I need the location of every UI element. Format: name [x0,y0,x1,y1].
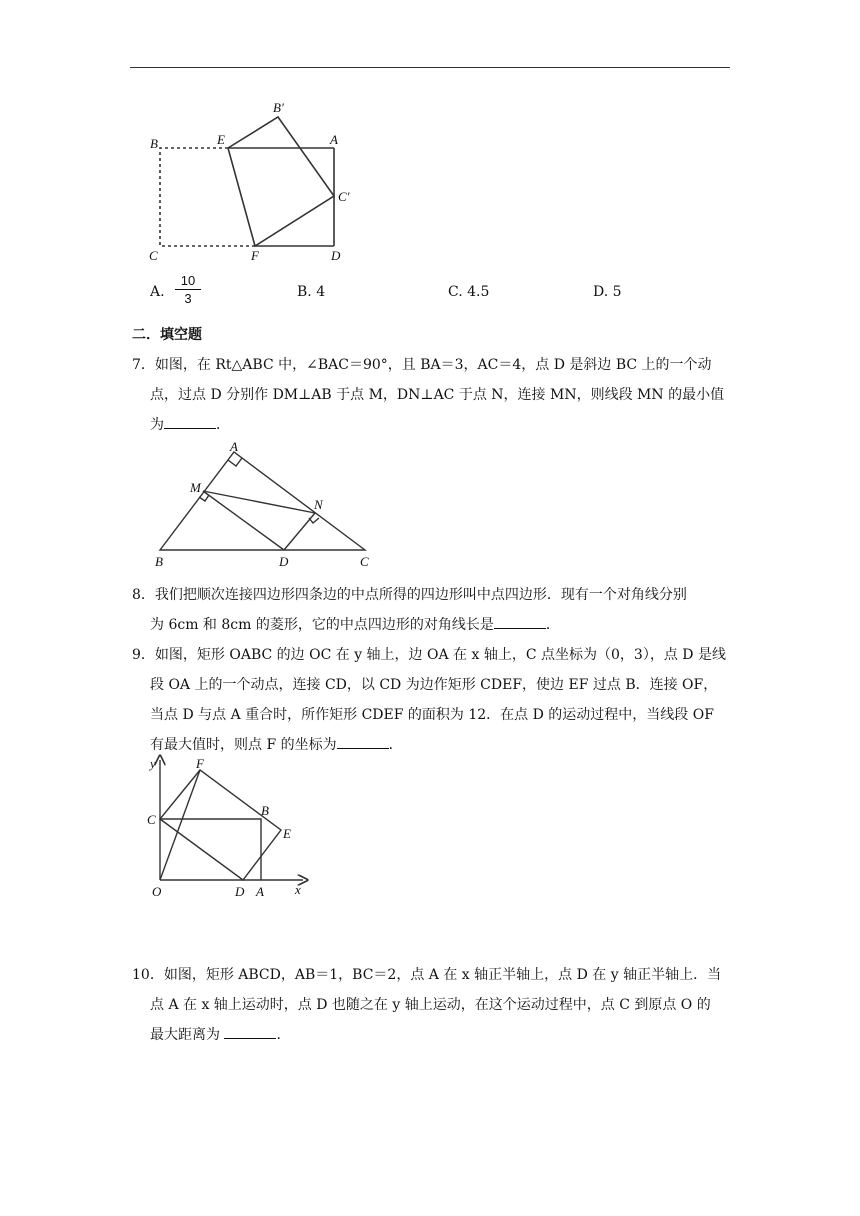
fraction-denominator: 3 [184,291,192,306]
label-O: O [152,884,162,899]
option-a-fraction [175,272,201,307]
q7-line-3 [150,414,230,434]
label-E: E [283,826,291,841]
label-D: D [279,554,289,569]
label-B-prime: B′ [273,100,284,115]
right-angle-a [228,458,242,466]
label-E: E [217,132,225,147]
label-y: y [150,756,156,771]
label-C: C [149,248,158,263]
label-C: C [147,812,156,827]
section-title: 二．填空题 [132,327,202,343]
segment-of [160,770,200,880]
segment-dn [284,513,315,550]
q9-line-1: 9．如图，矩形 OABC 的边 OC 在 y 轴上，边 OA 在 x 轴上，C 点坐标为（0，3），点 D 是线 [132,647,726,663]
q8-line-2 [150,614,560,634]
fraction-numerator: 10 [175,272,201,290]
option-d: D. 5 [593,284,622,300]
label-M: M [190,480,201,495]
label-N: N [314,497,323,512]
label-B: B [155,554,163,569]
answer-blank [494,616,546,629]
label-F: F [251,248,259,263]
answer-blank [164,416,216,429]
label-F: F [196,756,204,771]
figure-folded-rectangle [140,98,370,266]
q9-line-4-end: ． [388,737,403,753]
q9-line-3: 当点 D 与点 A 重合时，所作矩形 CDEF 的面积为 12．在点 D 的运动过程中，当线段 OF [150,707,714,723]
label-B: B [150,136,158,151]
q10-line-3-end: ． [276,1027,291,1043]
q9-line-4-text: 有最大值时，则点 F 的坐标为 [150,737,337,753]
figure-right-triangle [150,440,390,572]
q7-line-2: 点，过点 D 分别作 DM⊥AB 于点 M，DN⊥AC 于点 N，连接 MN，则线段 MN 的最小值 [150,387,725,403]
rectangle-cdef [160,770,281,880]
figure-coordinate-rectangle [140,752,315,902]
q8-line-1: 8．我们把顺次连接四边形四条边的中点所得的四边形叫中点四边形．现有一个对角线分别 [132,587,687,603]
answer-blank [337,736,389,749]
q9-line-4 [150,734,403,754]
triangle-abc [160,452,365,550]
label-A: A [256,884,264,899]
option-c: C. 4.5 [448,284,490,300]
label-D: D [235,884,245,899]
q8-line-2-end: ． [545,617,560,633]
rectangle-oabc [160,819,261,880]
header-rule [130,67,730,68]
q7-line-3-text: 为 [150,417,164,433]
q7-line-3-end: ． [216,417,230,433]
label-B: B [261,803,269,818]
q8-line-2-text: 为 6cm 和 8cm 的菱形，它的中点四边形的对角线长是 [150,617,494,633]
q7-line-1: 7．如图，在 Rt△ABC 中，∠BAC＝90°，且 BA＝3，AC＝4，点 D 是斜边 BC 上的一个动 [132,357,712,373]
label-x: x [295,882,301,897]
label-A: A [330,132,338,147]
segment-dm [203,491,284,550]
segment-mn [203,491,315,513]
option-b: B. 4 [297,284,326,300]
q10-line-3 [150,1024,290,1044]
label-C-prime: C′ [338,189,350,204]
label-A: A [230,439,238,454]
q10-line-3-text: 最大距离为 [150,1027,225,1043]
label-C: C [360,554,369,569]
option-a-label: A. [150,284,165,300]
q9-line-2: 段 OA 上的一个动点，连接 CD，以 CD 为边作矩形 CDEF，使边 EF 过点 B．连接 OF， [150,677,718,693]
folded-quad [228,117,334,246]
q10-line-1: 10．如图，矩形 ABCD，AB＝1，BC＝2，点 A 在 x 轴正半轴上，点 D 在 y 轴正半轴上．当 [132,967,722,983]
q10-line-2: 点 A 在 x 轴上运动时，点 D 也随之在 y 轴上运动，在这个运动过程中，点 C 到原点 O 的 [150,997,711,1013]
answer-blank [224,1026,276,1039]
label-D: D [331,248,341,263]
